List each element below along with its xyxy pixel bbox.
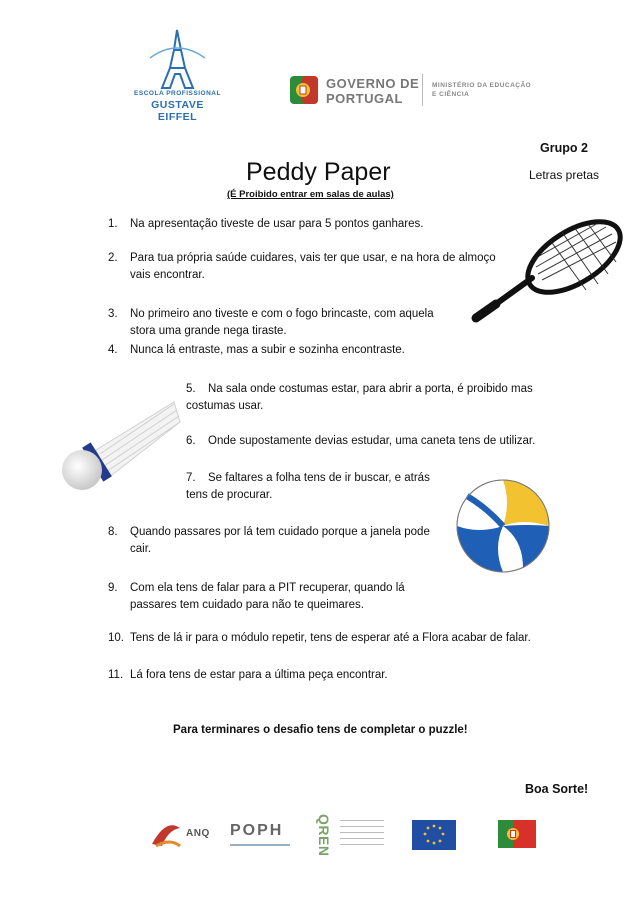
clue-text: Tens de lá ir para o módulo repetir, tens de esperar até a Flora acabar de falar. [130, 632, 531, 644]
eu-logo [412, 820, 462, 854]
qren-lines [340, 820, 384, 850]
government-logo [288, 72, 538, 112]
poph-logo [230, 822, 296, 852]
volleyball-icon [453, 478, 553, 574]
clue-text: Com ela tens de falar para a PIT recuperar, quando lá [130, 582, 405, 594]
clue-text-cont: cair. [130, 543, 152, 555]
clue-number: 1. [108, 218, 118, 230]
poph-label: POPH [230, 822, 284, 839]
clue-11 [108, 667, 388, 684]
page-subtitle: (É Proibido entrar em salas de aulas) [227, 189, 394, 200]
clue-9 [108, 580, 405, 614]
clue-text: Lá fora tens de estar para a última peça encontrar. [130, 669, 388, 681]
clue-text: Quando passares por lá tem cuidado porque a janela pode [130, 526, 430, 538]
eiffel-tower-icon [130, 28, 225, 90]
clue-text: Se faltares a folha tens de ir buscar, e atrás [208, 472, 430, 484]
shuttlecock-icon [56, 392, 182, 498]
school-logo-line2: GUSTAVE EIFFEL [151, 99, 204, 123]
clue-text: No primeiro ano tiveste e com o fogo brincaste, com aquela [130, 308, 434, 320]
clue-number: 11. [108, 669, 124, 681]
qren-logo [316, 814, 388, 856]
clue-7 [186, 470, 430, 504]
clue-1 [108, 216, 423, 233]
clue-number: 2. [108, 252, 118, 264]
qren-label: QREN [316, 814, 332, 857]
clue-text: Para tua própria saúde cuidares, vais ter que usar, e na hora de almoço [130, 252, 496, 264]
clue-text: Onde supostamente devias estudar, uma caneta tens de utilizar. [208, 435, 536, 447]
clue-5 [186, 381, 533, 415]
gov-line1: GOVERNO DE [326, 76, 420, 91]
clue-text: Na sala onde costumas estar, para abrir a porta, é proibido mas [208, 383, 533, 395]
portugal-flag-icon [498, 820, 536, 848]
ministry-line2: E CIÊNCIA [432, 91, 470, 98]
school-logo [130, 28, 225, 123]
page-title: Peddy Paper [246, 158, 391, 186]
clue-text: Na apresentação tiveste de usar para 5 pontos ganhares. [130, 218, 424, 230]
portugal-shield-icon [288, 74, 320, 106]
ministry-line1: MINISTÉRIO DA EDUCAÇÃO [432, 82, 532, 89]
clue-4 [108, 342, 405, 359]
logo-divider [422, 74, 423, 106]
clue-number: 8. [108, 526, 118, 538]
eu-flag-icon [412, 820, 456, 850]
clue-text-cont: stora uma grande nega tiraste. [130, 325, 287, 337]
tennis-racket-icon [466, 212, 626, 327]
clue-10 [108, 630, 531, 647]
anq-logo [148, 816, 218, 856]
gov-line2: PORTUGAL [326, 91, 403, 106]
anq-label: ANQ [186, 828, 210, 839]
clue-text-cont: tens de procurar. [186, 489, 273, 501]
clue-text-cont: costumas usar. [186, 400, 264, 412]
poph-underline [230, 844, 290, 846]
clue-3 [108, 306, 434, 340]
clue-number: 4. [108, 344, 118, 356]
group-label: Grupo 2 [540, 141, 588, 155]
clue-number: 6. [186, 435, 196, 447]
anq-swirl-icon [148, 816, 184, 852]
clue-2 [108, 250, 496, 284]
clue-text-cont: vais encontrar. [130, 269, 205, 281]
final-note: Para terminares o desafio tens de completar o puzzle! [173, 724, 468, 736]
clue-8 [108, 524, 430, 558]
closing-text: Boa Sorte! [525, 782, 589, 796]
letters-label: Letras pretas [529, 168, 600, 182]
portugal-flag-logo [498, 820, 540, 852]
clue-text-cont: passares tem cuidado para não te queimares. [130, 599, 364, 611]
clue-6 [186, 433, 535, 450]
clue-number: 5. [186, 383, 196, 395]
clue-number: 9. [108, 582, 118, 594]
clue-number: 7. [186, 472, 196, 484]
clue-text: Nunca lá entraste, mas a subir e sozinha encontraste. [130, 344, 405, 356]
clue-number: 10. [108, 632, 124, 644]
school-logo-line1: ESCOLA PROFISSIONAL [134, 90, 221, 97]
clue-number: 3. [108, 308, 118, 320]
